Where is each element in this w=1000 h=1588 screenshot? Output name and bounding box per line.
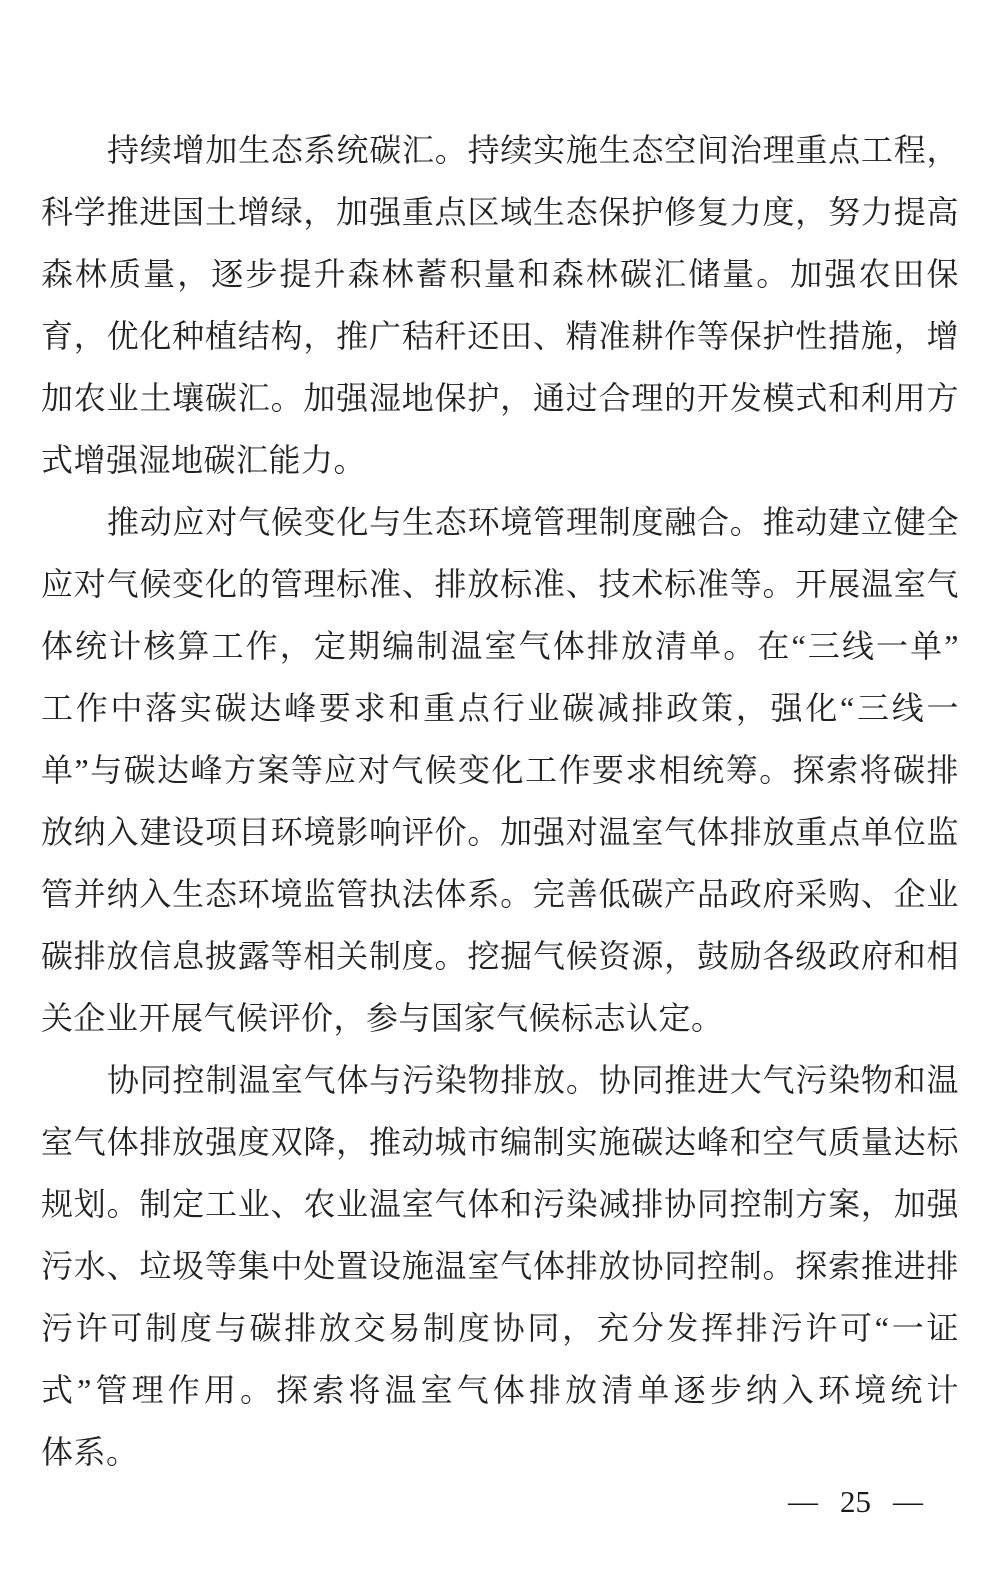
text-line: 式”管理作用。探索将温室气体排放清单逐步纳入环境统计 <box>41 1372 959 1408</box>
text-line: 工作中落实碳达峰要求和重点行业碳减排政策，强化“三线一 <box>41 690 959 726</box>
text-line: 持续增加生态系统碳汇。持续实施生态空间治理重点工程， <box>107 132 959 168</box>
text-line: 推动应对气候变化与生态环境管理制度融合。推动建立健全 <box>107 504 959 540</box>
text-line: 式增强湿地碳汇能力。 <box>41 442 367 478</box>
text-line: 体系。 <box>41 1434 139 1470</box>
text-line: 管并纳入生态环境监管执法体系。完善低碳产品政府采购、企业 <box>41 876 959 912</box>
text-line: 污水、垃圾等集中处置设施温室气体排放协同控制。探索推进排 <box>41 1248 959 1284</box>
text-line: 应对气候变化的管理标准、排放标准、技术标准等。开展温室气 <box>41 566 959 602</box>
text-line: 污许可制度与碳排放交易制度协同，充分发挥排污许可“一证 <box>41 1310 959 1346</box>
text-line: 科学推进国土增绿，加强重点区域生态保护修复力度，努力提高 <box>41 194 959 230</box>
text-line: 规划。制定工业、农业温室气体和污染减排协同控制方案，加强 <box>41 1186 959 1222</box>
text-line: 森林质量，逐步提升森林蓄积量和森林碳汇储量。加强农田保 <box>41 256 959 292</box>
text-line: 室气体排放强度双降，推动城市编制实施碳达峰和空气质量达标 <box>41 1124 959 1160</box>
text-line: 放纳入建设项目环境影响评价。加强对温室气体排放重点单位监 <box>41 814 959 850</box>
page-footer <box>788 1482 923 1522</box>
text-line: 关企业开展气候评价，参与国家气候标志认定。 <box>41 1000 724 1036</box>
text-line: 单”与碳达峰方案等应对气候变化工作要求相统筹。探索将碳排 <box>41 752 959 788</box>
footer-right-dash: — <box>893 1485 923 1518</box>
text-line: 育，优化种植结构，推广秸秆还田、精准耕作等保护性措施，增 <box>41 318 959 354</box>
text-line: 碳排放信息披露等相关制度。挖掘气候资源，鼓励各级政府和相 <box>41 938 959 974</box>
text-line: 体统计核算工作，定期编制温室气体排放清单。在“三线一单” <box>41 628 959 664</box>
page-number: 25 <box>840 1484 871 1519</box>
text-line: 协同控制温室气体与污染物排放。协同推进大气污染物和温 <box>107 1062 959 1098</box>
footer-left-dash: — <box>788 1485 818 1518</box>
document-body <box>41 119 959 1483</box>
text-line: 加农业土壤碳汇。加强湿地保护，通过合理的开发模式和利用方 <box>41 380 959 416</box>
